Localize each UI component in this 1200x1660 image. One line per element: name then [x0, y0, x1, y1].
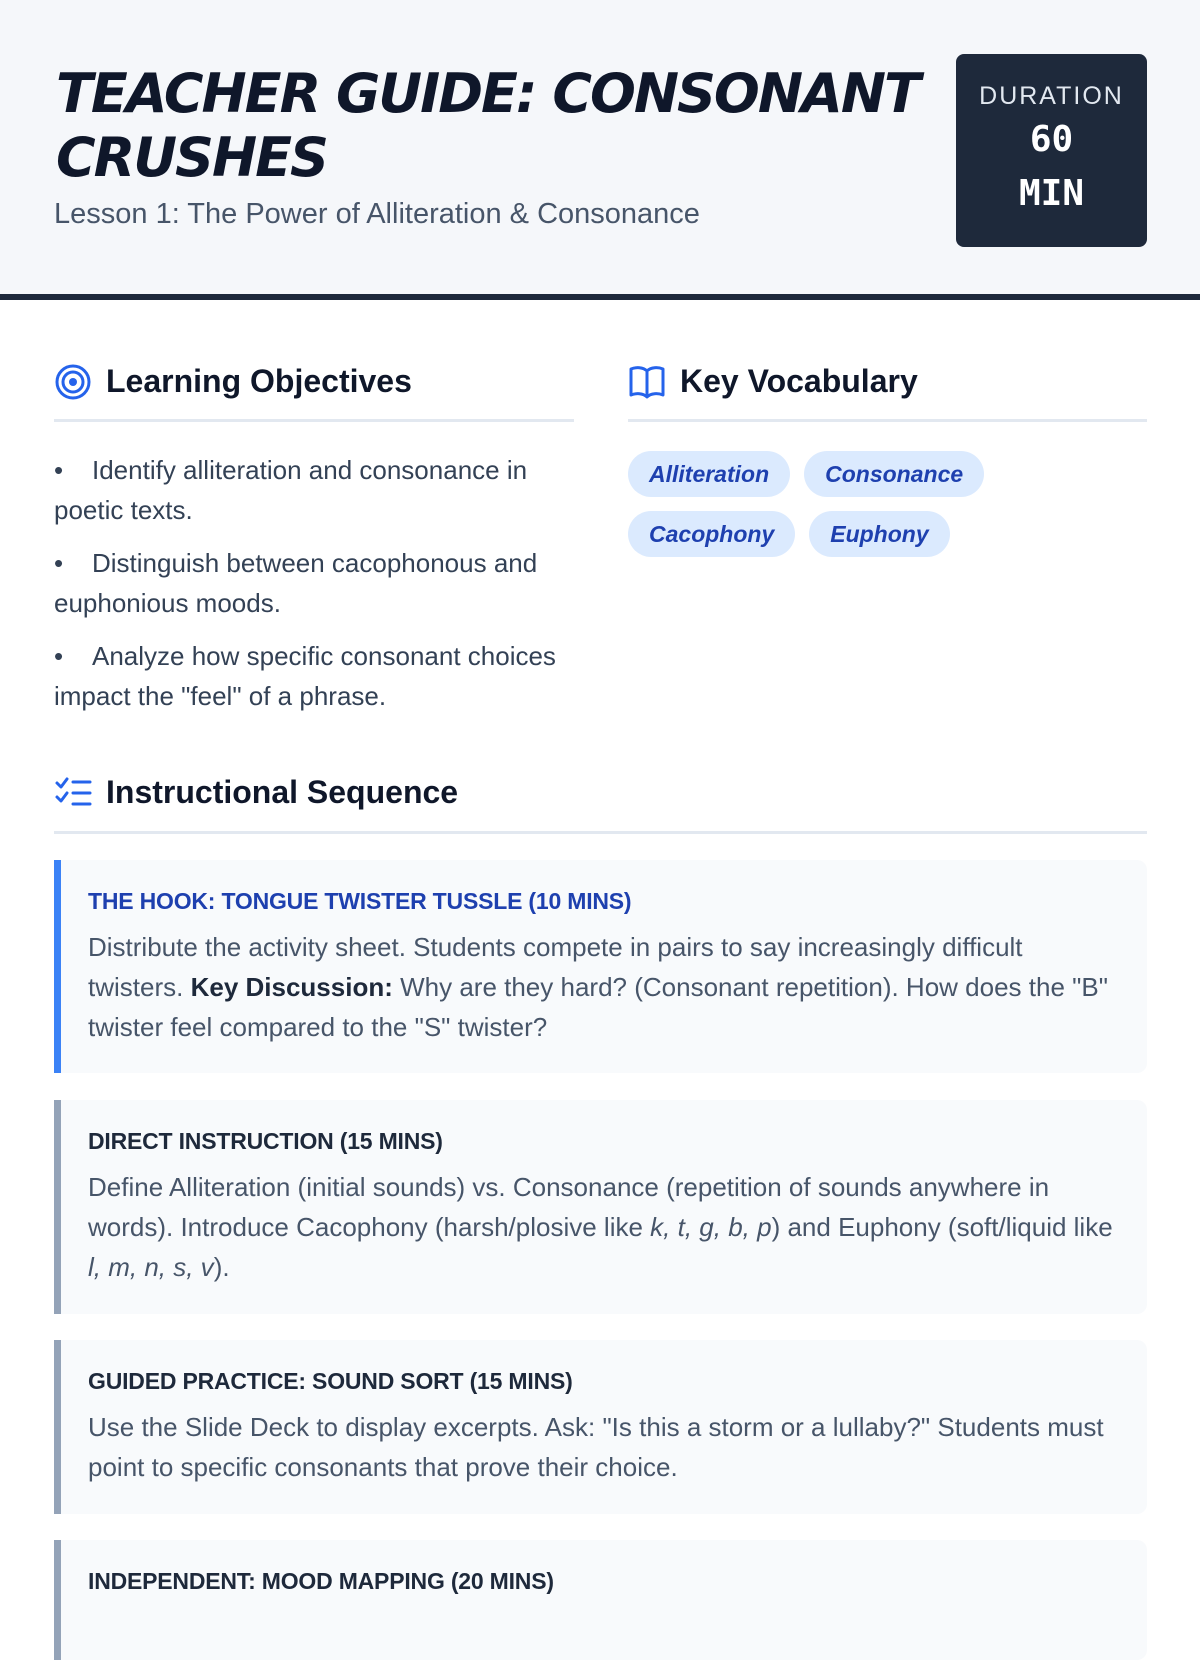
step-title: THE HOOK: TONGUE TWISTER TUSSLE (10 MINS) — [88, 888, 632, 914]
vocabulary-title: Key Vocabulary — [680, 363, 918, 399]
sequence-step-direct-instruction — [54, 1100, 1147, 1314]
list-item: • Distinguish between cacophonous and euphonious moods. — [54, 543, 574, 623]
list-item: • Identify alliteration and consonance in poetic texts. — [54, 450, 574, 530]
step-text-bold: Key Discussion: — [190, 972, 393, 1002]
sequence-step-hook — [54, 860, 1147, 1073]
step-text-italic: l, m, n, s, v — [88, 1252, 214, 1282]
vocab-tag: Euphony — [809, 511, 949, 557]
sequence-step-guided-practice — [54, 1340, 1147, 1514]
page-header — [0, 0, 1200, 300]
duration-label: DURATION — [979, 82, 1124, 110]
step-body — [88, 927, 1117, 1047]
duration-value: 60 MIN — [1018, 119, 1085, 214]
sequence-title: Instructional Sequence — [106, 774, 459, 810]
objectives-title: Learning Objectives — [106, 363, 412, 399]
sequence-heading — [54, 768, 1147, 834]
sequence-step-independent — [54, 1540, 1147, 1660]
duration-badge — [956, 54, 1147, 247]
step-title: GUIDED PRACTICE: SOUND SORT (15 MINS) — [88, 1368, 573, 1394]
step-text: Why are they hard? (Consonant repetition). How does the "B" twister feel compared to the "S" twister? — [88, 972, 1108, 1042]
step-body — [88, 1167, 1117, 1287]
step-body: Use the Slide Deck to display excerpts. Ask: "Is this a storm or a lullaby?" Students must point to specific consonants that prove their choice. — [88, 1412, 1104, 1482]
step-text: Distribute the activity sheet. Students compete in pairs to say increasingly difficult twisters. — [88, 932, 1023, 1002]
objectives-list — [54, 450, 574, 729]
checklist-icon — [54, 776, 92, 810]
vocab-tag: Alliteration — [628, 451, 790, 497]
step-title: INDEPENDENT: MOOD MAPPING (20 MINS) — [88, 1568, 554, 1594]
step-text-italic: k, t, g, b, p — [650, 1212, 772, 1242]
vocabulary-heading — [628, 358, 1147, 422]
vocabulary-tags — [628, 451, 1147, 571]
target-icon — [54, 363, 92, 401]
page-title: TEACHER GUIDE: CONSONANT CRUSHES — [56, 62, 919, 189]
objectives-heading — [54, 358, 574, 422]
lesson-subtitle: Lesson 1: The Power of Alliteration & Consonance — [54, 198, 700, 230]
step-title: DIRECT INSTRUCTION (15 MINS) — [88, 1128, 443, 1154]
vocab-tag: Consonance — [804, 451, 984, 497]
vocab-tag: Cacophony — [628, 511, 795, 557]
step-text: Define Alliteration (initial sounds) vs. Consonance (repetition of sounds anywhere in words). Introduce Cacophony (harsh/plosive like — [88, 1172, 1050, 1242]
book-open-icon — [628, 364, 666, 400]
step-text: ) and Euphony (soft/liquid like — [771, 1212, 1113, 1242]
list-item: • Analyze how specific consonant choices impact the "feel" of a phrase. — [54, 636, 574, 716]
step-text: ). — [213, 1252, 230, 1282]
